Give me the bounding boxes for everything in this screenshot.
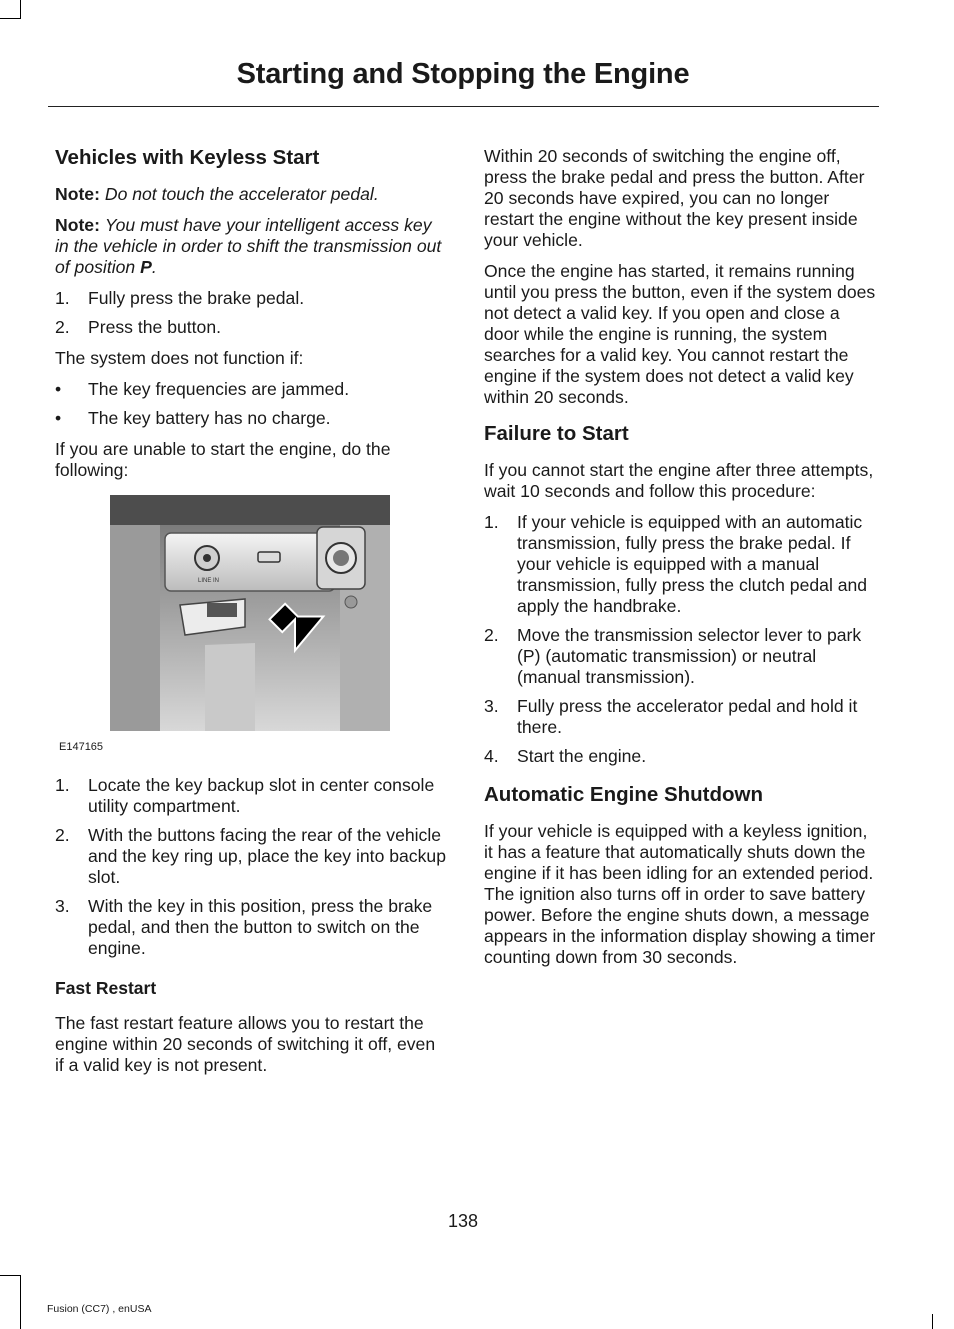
console-figure bbox=[55, 495, 447, 753]
keyless-start-steps bbox=[55, 288, 447, 338]
step-text: Press the button. bbox=[88, 317, 222, 337]
failure-steps bbox=[484, 512, 876, 767]
left-column bbox=[55, 146, 447, 1086]
note-label: Note: bbox=[55, 215, 100, 235]
crop-mark bbox=[932, 1314, 933, 1329]
section-heading-fast-restart: Fast Restart bbox=[55, 978, 157, 998]
line-in-label: LINE IN bbox=[198, 578, 220, 584]
list-item bbox=[484, 625, 876, 688]
list-item bbox=[55, 775, 447, 817]
list-item bbox=[55, 408, 447, 429]
step-number: 3. bbox=[484, 696, 499, 716]
note-intelligent-key bbox=[55, 215, 447, 278]
step-number: 1. bbox=[484, 512, 499, 532]
screw-icon bbox=[345, 596, 357, 608]
section-heading-automatic-shutdown: Automatic Engine Shutdown bbox=[484, 783, 764, 806]
unable-to-start-text: If you are unable to start the engine, do the following: bbox=[55, 439, 391, 480]
bullet: • bbox=[55, 408, 62, 428]
step-text: Move the transmission selector lever to park (P) (automatic transmission) or neutral (manual transmission). bbox=[517, 625, 862, 687]
note-end: . bbox=[151, 257, 157, 277]
list-item bbox=[484, 512, 876, 617]
step-text: With the key in this position, press the brake pedal, and then the button to switch on the engine. bbox=[88, 896, 433, 958]
console-floor-divider bbox=[205, 643, 255, 731]
note-label: Note: bbox=[55, 184, 100, 204]
step-number: 1. bbox=[55, 288, 70, 308]
note-text: You must have your intelligent access key in the vehicle in order to shift the transmission out of position bbox=[55, 215, 442, 277]
system-intro: The system does not function if: bbox=[55, 348, 304, 368]
step-text: Fully press the accelerator pedal and hold it there. bbox=[517, 696, 858, 737]
restart-window-text: Within 20 seconds of switching the engine off, press the brake pedal and press the button. After 20 seconds have expired, you can no longer restart the engine without the key present inside your vehicle. bbox=[484, 146, 865, 250]
bullet-text: The key frequencies are jammed. bbox=[88, 379, 350, 399]
system-conditions bbox=[55, 379, 447, 429]
crop-mark bbox=[0, 18, 20, 19]
page-number: 138 bbox=[447, 1211, 479, 1231]
page-title: Starting and Stopping the Engine bbox=[236, 58, 690, 90]
crop-mark bbox=[20, 1275, 21, 1329]
usb-port-icon bbox=[258, 552, 280, 562]
step-number: 4. bbox=[484, 746, 499, 766]
step-text: Locate the key backup slot in center console utility compartment. bbox=[88, 775, 435, 816]
right-column bbox=[484, 146, 876, 978]
list-item bbox=[484, 696, 876, 738]
fast-restart-text: The fast restart feature allows you to restart the engine within 20 seconds of switching it off, even if a valid key is not present. bbox=[55, 1013, 436, 1075]
title-rule bbox=[48, 106, 879, 107]
list-item bbox=[55, 317, 447, 338]
list-item bbox=[484, 746, 876, 767]
step-number: 2. bbox=[55, 317, 70, 337]
step-number: 2. bbox=[55, 825, 70, 845]
automatic-shutdown-text: If your vehicle is equipped with a keyless ignition, it has a feature that automatically shuts down the engine if it has been idling for an extended period. The ignition also turns off in order to save battery power. Before the engine shuts down, a message appears in the information display showing a timer counting down from 30 seconds. bbox=[484, 821, 876, 967]
footer-doc-id: Fusion (CC7) , enUSA bbox=[47, 1303, 152, 1315]
step-number: 1. bbox=[55, 775, 70, 795]
port-panel bbox=[165, 533, 335, 591]
bullet-text: The key battery has no charge. bbox=[88, 408, 331, 428]
crop-mark bbox=[20, 0, 21, 19]
note-text: Do not touch the accelerator pedal. bbox=[104, 184, 379, 204]
section-heading-failure-to-start: Failure to Start bbox=[484, 422, 629, 445]
step-text: Start the engine. bbox=[517, 746, 647, 766]
failure-text: If you cannot start the engine after three attempts, wait 10 seconds and follow this procedure: bbox=[484, 460, 874, 501]
list-item bbox=[55, 288, 447, 309]
step-text: With the buttons facing the rear of the vehicle and the key ring up, place the key into backup slot. bbox=[88, 825, 446, 887]
step-number: 2. bbox=[484, 625, 499, 645]
bullet: • bbox=[55, 379, 62, 399]
note-accelerator bbox=[55, 184, 447, 205]
engine-running-text: Once the engine has started, it remains running until you press the button, even if the system does not detect a valid key. If you open and close a door while the engine is running, the system searches for a valid key. You cannot restart the engine if the system does not detect a valid key within 20 seconds. bbox=[484, 261, 876, 407]
console-left-wall bbox=[110, 525, 160, 731]
step-text: Fully press the brake pedal. bbox=[88, 288, 305, 308]
backup-slot-steps bbox=[55, 775, 447, 959]
note-position-p: P bbox=[140, 257, 152, 277]
console-top-shadow bbox=[110, 495, 390, 525]
crop-mark bbox=[0, 1275, 20, 1276]
figure-code: E147165 bbox=[59, 741, 104, 753]
console-illustration bbox=[55, 495, 447, 753]
list-item bbox=[55, 825, 447, 888]
step-text: If your vehicle is equipped with an automatic transmission, fully press the brake pedal. If your vehicle is equipped with a manual transmission, fully press the clutch pedal and apply the handbrake. bbox=[517, 512, 868, 616]
list-item bbox=[55, 379, 447, 400]
section-heading-keyless-start: Vehicles with Keyless Start bbox=[55, 146, 320, 169]
step-number: 3. bbox=[55, 896, 70, 916]
list-item bbox=[55, 896, 447, 959]
